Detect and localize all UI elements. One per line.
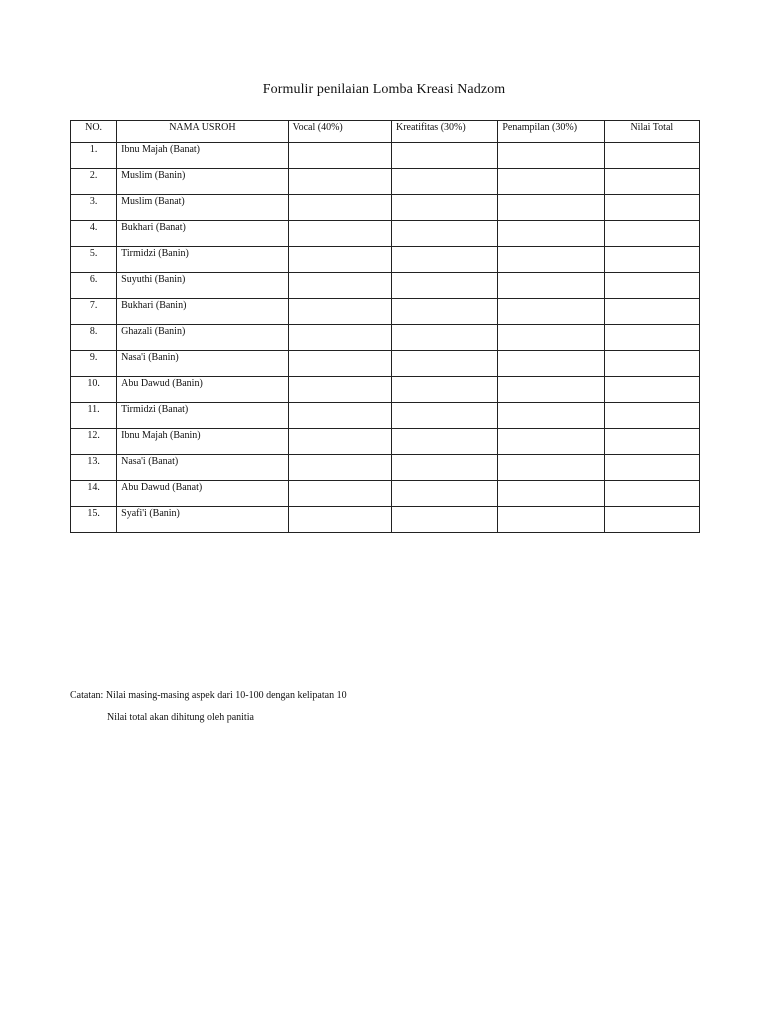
row-no: 6.: [71, 273, 117, 299]
row-no: 11.: [71, 403, 117, 429]
table-row: [71, 507, 700, 533]
kreatifitas-score-cell[interactable]: [392, 403, 498, 429]
penampilan-score-cell[interactable]: [498, 351, 604, 377]
kreatifitas-score-cell[interactable]: [392, 195, 498, 221]
penampilan-score-cell[interactable]: [498, 325, 604, 351]
kreatifitas-score-cell[interactable]: [392, 325, 498, 351]
kreatifitas-score-cell[interactable]: [392, 247, 498, 273]
total-score-cell[interactable]: [604, 377, 699, 403]
table-header-row: [71, 121, 700, 143]
table-row: [71, 481, 700, 507]
row-no: 8.: [71, 325, 117, 351]
header-kreatifitas: Kreatifitas (30%): [392, 121, 498, 143]
header-name: NAMA USROH: [117, 121, 289, 143]
vocal-score-cell[interactable]: [288, 481, 391, 507]
penampilan-score-cell[interactable]: [498, 299, 604, 325]
header-vocal: Vocal (40%): [288, 121, 391, 143]
header-no: NO.: [71, 121, 117, 143]
row-no: 5.: [71, 247, 117, 273]
row-no: 15.: [71, 507, 117, 533]
table-body: [71, 143, 700, 533]
row-no: 9.: [71, 351, 117, 377]
table-row: [71, 325, 700, 351]
row-name: Nasa'i (Banat): [117, 455, 289, 481]
table-row: [71, 169, 700, 195]
total-score-cell[interactable]: [604, 481, 699, 507]
score-table: [70, 120, 700, 533]
row-name: Tirmidzi (Banin): [117, 247, 289, 273]
penampilan-score-cell[interactable]: [498, 403, 604, 429]
notes-line-1: Catatan: Nilai masing-masing aspek dari 10-100 dengan kelipatan 10: [70, 690, 347, 701]
row-no: 13.: [71, 455, 117, 481]
row-name: Bukhari (Banat): [117, 221, 289, 247]
row-name: Ghazali (Banin): [117, 325, 289, 351]
penampilan-score-cell[interactable]: [498, 507, 604, 533]
row-no: 14.: [71, 481, 117, 507]
row-no: 7.: [71, 299, 117, 325]
penampilan-score-cell[interactable]: [498, 273, 604, 299]
row-name: Nasa'i (Banin): [117, 351, 289, 377]
vocal-score-cell[interactable]: [288, 221, 391, 247]
row-name: Ibnu Majah (Banat): [117, 143, 289, 169]
total-score-cell[interactable]: [604, 299, 699, 325]
vocal-score-cell[interactable]: [288, 351, 391, 377]
total-score-cell[interactable]: [604, 247, 699, 273]
kreatifitas-score-cell[interactable]: [392, 455, 498, 481]
penampilan-score-cell[interactable]: [498, 377, 604, 403]
total-score-cell[interactable]: [604, 221, 699, 247]
total-score-cell[interactable]: [604, 507, 699, 533]
table-row: [71, 403, 700, 429]
total-score-cell[interactable]: [604, 195, 699, 221]
table-row: [71, 299, 700, 325]
row-name: Abu Dawud (Banin): [117, 377, 289, 403]
total-score-cell[interactable]: [604, 403, 699, 429]
kreatifitas-score-cell[interactable]: [392, 481, 498, 507]
kreatifitas-score-cell[interactable]: [392, 169, 498, 195]
notes-section: [70, 685, 347, 729]
vocal-score-cell[interactable]: [288, 325, 391, 351]
vocal-score-cell[interactable]: [288, 507, 391, 533]
row-no: 10.: [71, 377, 117, 403]
page-title: Formulir penilaian Lomba Kreasi Nadzom: [262, 82, 506, 97]
total-score-cell[interactable]: [604, 455, 699, 481]
row-name: Muslim (Banin): [117, 169, 289, 195]
row-name: Abu Dawud (Banat): [117, 481, 289, 507]
total-score-cell[interactable]: [604, 169, 699, 195]
kreatifitas-score-cell[interactable]: [392, 299, 498, 325]
table-row: [71, 143, 700, 169]
vocal-score-cell[interactable]: [288, 247, 391, 273]
header-total: Nilai Total: [604, 121, 699, 143]
total-score-cell[interactable]: [604, 273, 699, 299]
table-row: [71, 221, 700, 247]
vocal-score-cell[interactable]: [288, 429, 391, 455]
total-score-cell[interactable]: [604, 325, 699, 351]
row-name: Muslim (Banat): [117, 195, 289, 221]
kreatifitas-score-cell[interactable]: [392, 507, 498, 533]
row-name: Bukhari (Banin): [117, 299, 289, 325]
table-row: [71, 273, 700, 299]
kreatifitas-score-cell[interactable]: [392, 351, 498, 377]
row-no: 3.: [71, 195, 117, 221]
penampilan-score-cell[interactable]: [498, 247, 604, 273]
table-row: [71, 429, 700, 455]
vocal-score-cell[interactable]: [288, 195, 391, 221]
row-name: Syafi'i (Banin): [117, 507, 289, 533]
row-no: 4.: [71, 221, 117, 247]
vocal-score-cell[interactable]: [288, 455, 391, 481]
penampilan-score-cell[interactable]: [498, 169, 604, 195]
penampilan-score-cell[interactable]: [498, 195, 604, 221]
header-penampilan: Penampilan (30%): [498, 121, 604, 143]
kreatifitas-score-cell[interactable]: [392, 429, 498, 455]
total-score-cell[interactable]: [604, 429, 699, 455]
row-no: 1.: [71, 143, 117, 169]
row-name: Ibnu Majah (Banin): [117, 429, 289, 455]
table-row: [71, 351, 700, 377]
total-score-cell[interactable]: [604, 143, 699, 169]
vocal-score-cell[interactable]: [288, 299, 391, 325]
vocal-score-cell[interactable]: [288, 143, 391, 169]
penampilan-score-cell[interactable]: [498, 429, 604, 455]
table-row: [71, 377, 700, 403]
row-no: 12.: [71, 429, 117, 455]
kreatifitas-score-cell[interactable]: [392, 143, 498, 169]
row-name: Suyuthi (Banin): [117, 273, 289, 299]
penampilan-score-cell[interactable]: [498, 143, 604, 169]
vocal-score-cell[interactable]: [288, 403, 391, 429]
penampilan-score-cell[interactable]: [498, 455, 604, 481]
table-row: [71, 195, 700, 221]
vocal-score-cell[interactable]: [288, 377, 391, 403]
vocal-score-cell[interactable]: [288, 273, 391, 299]
row-no: 2.: [71, 169, 117, 195]
total-score-cell[interactable]: [604, 351, 699, 377]
row-name: Tirmidzi (Banat): [117, 403, 289, 429]
penampilan-score-cell[interactable]: [498, 221, 604, 247]
kreatifitas-score-cell[interactable]: [392, 273, 498, 299]
vocal-score-cell[interactable]: [288, 169, 391, 195]
kreatifitas-score-cell[interactable]: [392, 377, 498, 403]
kreatifitas-score-cell[interactable]: [392, 221, 498, 247]
notes-line-2: Nilai total akan dihitung oleh panitia: [107, 712, 254, 723]
table-row: [71, 247, 700, 273]
table-row: [71, 455, 700, 481]
penampilan-score-cell[interactable]: [498, 481, 604, 507]
